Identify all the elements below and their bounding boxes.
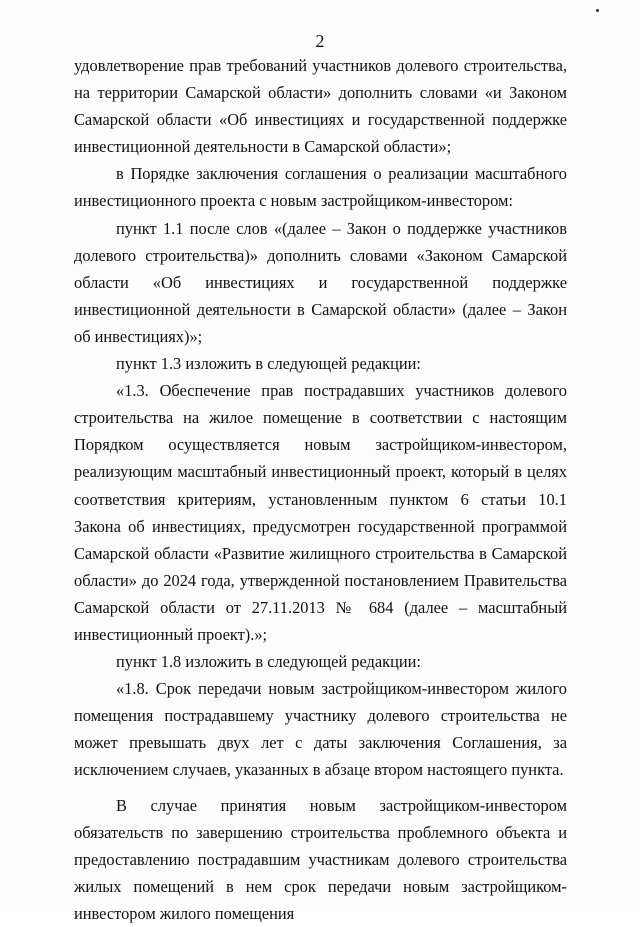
paragraph-clause-1-3-text: «1.3. Обеспечение прав пострадавших участников долевого строительства на жилое помещение в соответствии с настоящим Порядком осуществляется новым застройщиком-инвестором, реализующим масштабный инвестиционный проект, который в целях соответствия критериям, установленным пунктом 6 статьи 10.1 Закона об инвестициях, предусмотрен государственной программой Самарской области «Развитие жилищного строительства в Самарской области» до 2024 года, утвержденной постановлением Правительства Самарской области от 27.11.2013 № 684 (далее – масштабный инвестиционный проект).»; xyxy=(74,381,567,644)
paragraph-clause-1-8-second: В случае принятия новым застройщиком-инвестором обязательств по завершению строительства проблемного объекта и предоставлению пострадавшим участникам долевого строительства жилых помещений в нем срок передачи новым застройщиком-инвестором жилого помещения xyxy=(74,795,567,923)
paragraph-procedure-intro: в Порядке заключения соглашения о реализации масштабного инвестиционного проекта с новым застройщиком-инвестором: xyxy=(74,164,567,211)
paragraph-clause-1-8-text: «1.8. Срок передачи новым застройщиком-инвестором жилого помещения пострадавшему участнику долевого строительства не может превышать двух лет с даты заключения Соглашения, за исключением случаев, указанных в абзаце втором настоящего пункта. xyxy=(74,679,567,780)
page-number: 2 xyxy=(315,31,325,51)
scan-mark xyxy=(596,9,599,12)
document-body xyxy=(74,52,567,927)
paragraph-clause-1-1: пункт 1.1 после слов «(далее – Закон о поддержке участников долевого строительства)» дополнить словами «Законом Самарской области «Об инвестициях и государственной поддержке инвестиционной деятельности в Самарской области» (далее – Закон об инвестициях)»; xyxy=(74,218,567,346)
paragraph-clause-1-3-intro: пункт 1.3 изложить в следующей редакции: xyxy=(116,354,421,374)
paragraph-continuation: удовлетворение прав требований участников долевого строительства, на территории Самарской области» дополнить словами «и Законом Самарской области «Об инвестициях и государственной поддержке инвестиционной деятельности в Самарской области»; xyxy=(74,56,567,157)
paragraph-clause-1-8-intro: пункт 1.8 изложить в следующей редакции: xyxy=(116,652,421,672)
